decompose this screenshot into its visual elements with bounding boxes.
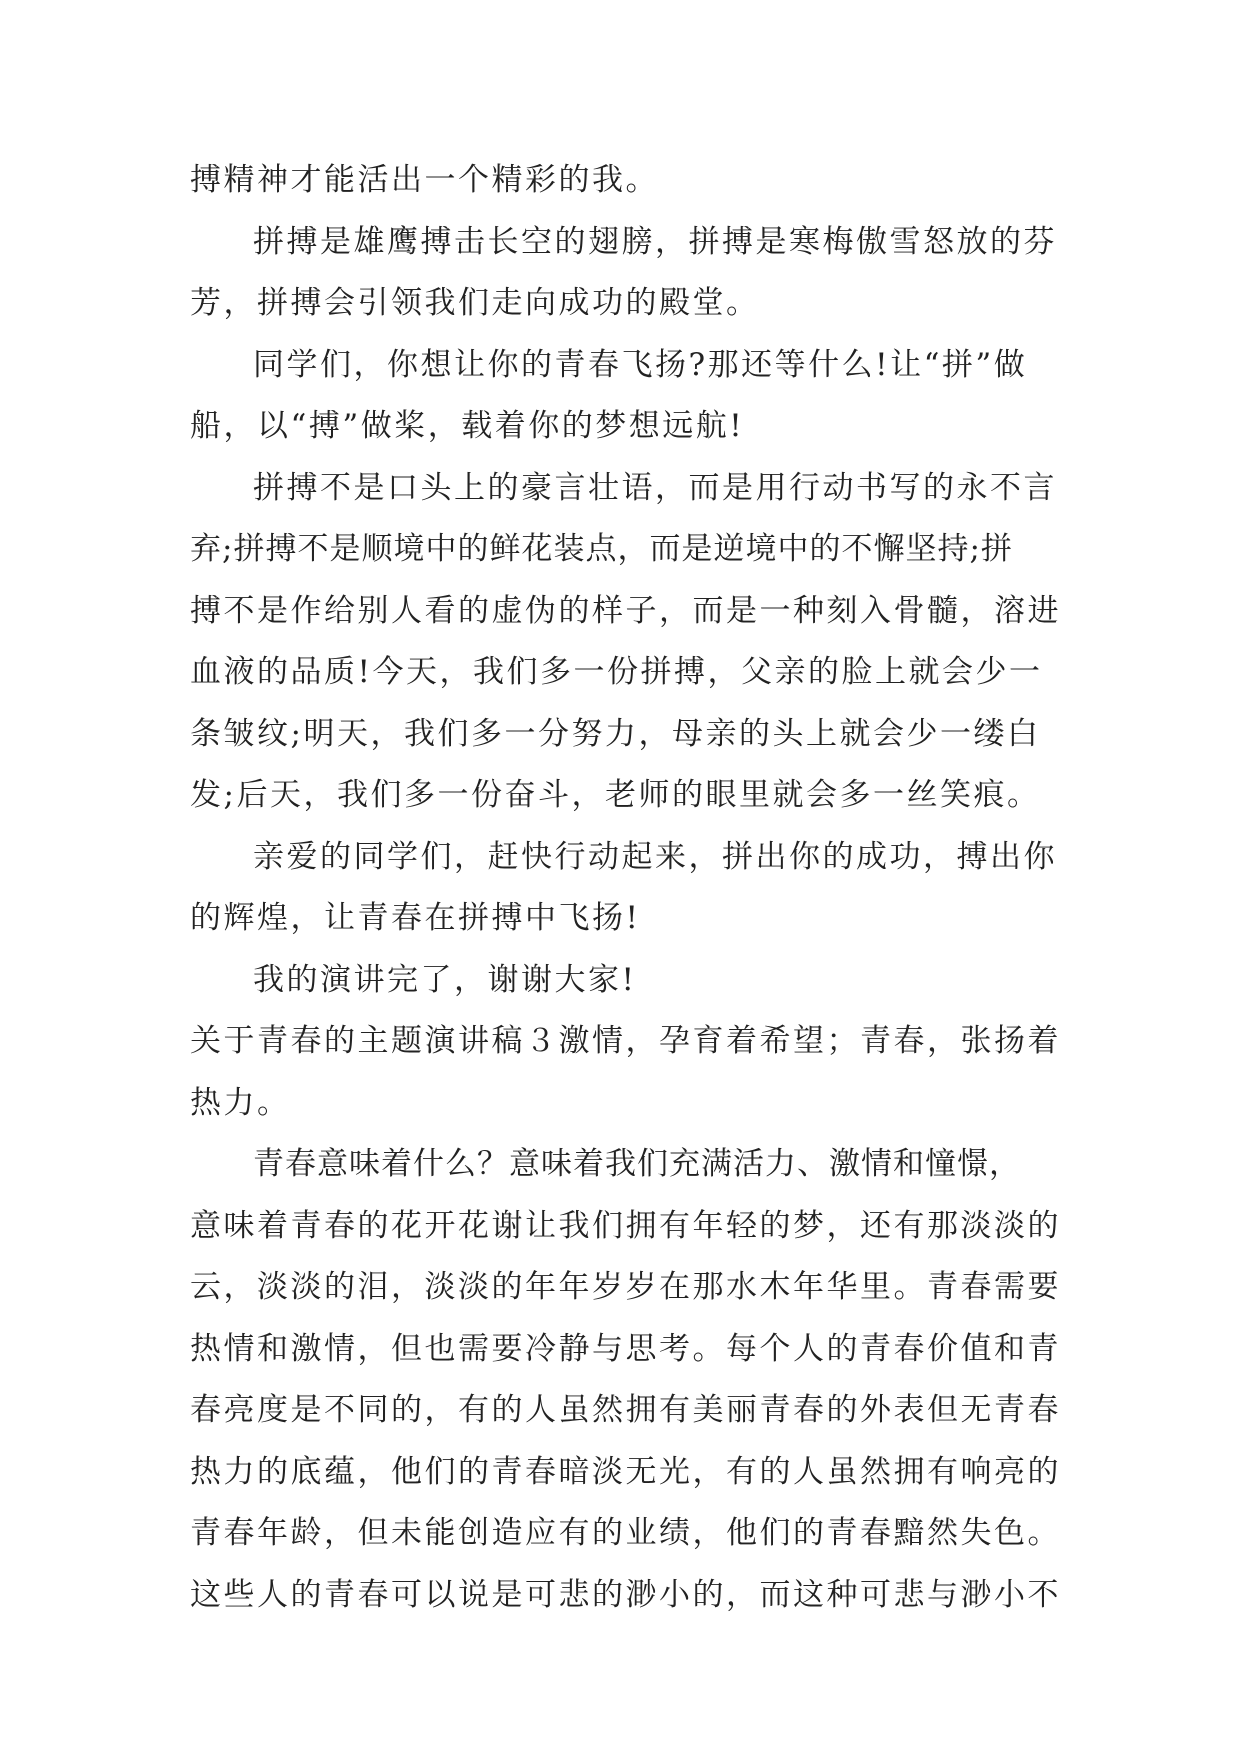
text-line: 热力的底蕴，他们的青春暗淡无光，有的人虽然拥有响亮的: [190, 1453, 1061, 1490]
section-heading-line: 关于青春的主题演讲稿３激情，孕育着希望；青春，张扬着: [190, 1023, 1061, 1059]
text-line: 发;后天，我们多一份奋斗，老师的眼里就会多一丝笑痕。: [190, 777, 1041, 813]
text-line: 搏不是作给别人看的虚伪的样子，而是一种刻入骨髓，溶进: [190, 592, 1061, 629]
text-line: 搏精神才能活出一个精彩的我。: [190, 162, 659, 198]
text-line: 热情和激情，但也需要冷静与思考。每个人的青春价值和青: [190, 1330, 1061, 1367]
text-line: 热力。: [190, 1084, 291, 1121]
text-line: 船，以“搏”做桨，载着你的梦想远航!: [190, 408, 745, 444]
paragraph-start-line: 拼搏不是口头上的豪言壮语，而是用行动书写的永不言: [253, 469, 1057, 506]
paragraph-start-line: 青春意味着什么？意味着我们充满活力、激情和憧憬，: [253, 1146, 1021, 1182]
text-line: 血液的品质!今天，我们多一份拼搏，父亲的脸上就会少一: [190, 654, 1043, 690]
text-line: 春亮度是不同的，有的人虽然拥有美丽青春的外表但无青春: [190, 1392, 1061, 1428]
text-line: 条皱纹;明天，我们多一分努力，母亲的头上就会少一缕白: [190, 715, 1041, 752]
text-line: 意味着青春的花开花谢让我们拥有年轻的梦，还有那淡淡的: [190, 1207, 1061, 1244]
text-line: 云，淡淡的泪，淡淡的年年岁岁在那水木年华里。青春需要: [190, 1269, 1061, 1305]
text-line: 这些人的青春可以说是可悲的渺小的，而这种可悲与渺小不: [190, 1576, 1061, 1613]
text-line: 的辉煌，让青春在拼搏中飞扬!: [190, 900, 641, 936]
text-line: 芳，拼搏会引领我们走向成功的殿堂。: [190, 285, 760, 321]
paragraph-start-line: 拼搏是雄鹰搏击长空的翅膀，拼搏是寒梅傲雪怒放的芬: [253, 223, 1057, 260]
document-body: [190, 150, 1061, 1626]
paragraph-start-line: 我的演讲完了，谢谢大家!: [253, 961, 637, 998]
paragraph-start-line: 同学们，你想让你的青春飞扬?那还等什么!让“拼”做: [253, 346, 1028, 383]
text-line: 青春年龄，但未能创造应有的业绩，他们的青春黯然失色。: [190, 1515, 1061, 1551]
paragraph-start-line: 亲爱的同学们，赶快行动起来，拼出你的成功，搏出你: [253, 838, 1057, 875]
text-line: 弃;拼搏不是顺境中的鲜花装点，而是逆境中的不懈坚持;拼: [190, 531, 1013, 567]
